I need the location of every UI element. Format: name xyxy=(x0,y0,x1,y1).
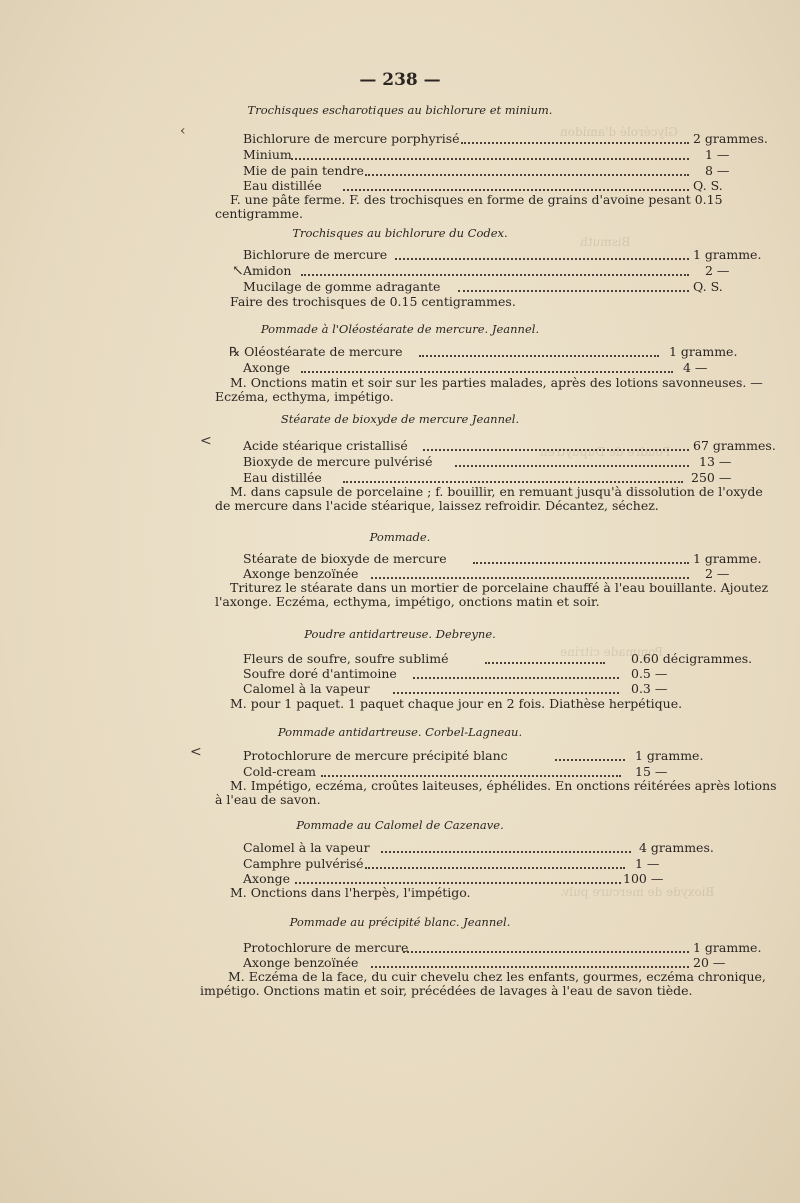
ingredient-row xyxy=(243,651,763,665)
ingredient-quantity: 4 grammes. xyxy=(639,840,714,855)
dot-leader xyxy=(403,949,689,953)
ingredient-quantity: 0.60 décigrammes. xyxy=(631,651,753,666)
section-title: Trochisques au bichlorure du Codex. xyxy=(292,226,508,240)
ingredient-name: Protochlorure de mercure xyxy=(243,940,409,955)
section-title: Poudre antidartreuse. Debreyne. xyxy=(304,627,496,641)
ingredient-row xyxy=(243,666,763,680)
ingredient-name: ℞ Oléostéarate de mercure xyxy=(229,344,403,359)
margin-mark: ‹ xyxy=(180,123,186,139)
dot-leader xyxy=(365,172,689,176)
dot-leader xyxy=(371,964,689,968)
section-title: Pommade antidartreuse. Corbel-Lagneau. xyxy=(277,725,523,739)
dot-leader xyxy=(555,757,625,761)
ingredient-quantity: 250 — xyxy=(691,470,732,485)
preparation-text: Triturez le stéarate dans un mortier de porcelaine chauffé à l'eau bouillante. Ajoutez l'axonge. Eczéma, ecthyma, impétigo, onctions matin et soir. xyxy=(215,580,769,609)
ingredient-row xyxy=(243,748,763,762)
ingredient-quantity: 8 — xyxy=(705,163,730,178)
bleed-through-text: Pommade citrine xyxy=(560,645,664,659)
ingredient-name: Axonge benzoïnée xyxy=(243,955,359,970)
ingredient-name: Mucilage de gomme adragante xyxy=(243,279,441,294)
ingredient-quantity: 13 — xyxy=(699,454,732,469)
ingredient-row xyxy=(243,840,763,854)
ingredient-name: Stéarate de bioxyde de mercure xyxy=(243,551,447,566)
ingredient-name: Calomel à la vapeur xyxy=(243,681,370,696)
dot-leader xyxy=(343,187,689,191)
dot-leader xyxy=(419,353,659,357)
ingredient-name: Axonge xyxy=(243,360,291,375)
ingredient-row xyxy=(243,566,763,580)
ingredient-quantity: 1 — xyxy=(635,856,660,871)
ingredient-row xyxy=(243,279,763,293)
ingredient-row xyxy=(243,131,768,146)
preparation-text: M. Onctions dans l'herpès, l'impétigo. xyxy=(230,885,471,900)
dot-leader xyxy=(413,675,619,679)
dot-leader xyxy=(371,575,689,579)
ingredient-name: Eau distillée xyxy=(243,178,322,193)
ingredient-row xyxy=(243,178,763,192)
preparation-text: M. pour 1 paquet. 1 paquet chaque jour en 2 fois. Diathèse herpétique. xyxy=(230,696,683,711)
ingredient-row xyxy=(243,438,776,453)
ingredient-row xyxy=(243,263,763,277)
section-title: Trochisques escharotiques au bichlorure et minium. xyxy=(247,103,553,117)
dot-leader xyxy=(295,880,621,884)
ingredient-name: Protochlorure de mercure précipité blanc xyxy=(243,748,508,763)
ingredient-quantity: 1 gramme. xyxy=(693,551,762,566)
dot-leader xyxy=(461,140,689,144)
section-title: Pommade au Calomel de Cazenave. xyxy=(296,818,504,832)
bleed-through-text: Bioxyde de mercure pulv. xyxy=(560,885,715,899)
ingredient-quantity: 1 gramme. xyxy=(693,247,762,262)
ingredient-quantity: 2 grammes. xyxy=(693,131,768,146)
ingredient-row xyxy=(243,163,763,177)
ingredient-row xyxy=(243,247,763,261)
ingredient-row xyxy=(243,871,763,885)
dot-leader xyxy=(473,560,689,564)
ingredient-name: Mie de pain tendre xyxy=(243,163,364,178)
ingredient-row xyxy=(243,681,763,695)
bleed-through-text: Poudre de Dupuytren xyxy=(540,445,671,459)
ingredient-quantity: 2 — xyxy=(705,263,730,278)
ingredient-quantity: 1 gramme. xyxy=(669,344,738,359)
ingredient-name: Axonge xyxy=(243,871,291,886)
ingredient-quantity: Q. S. xyxy=(693,279,723,294)
ingredient-row xyxy=(243,940,763,954)
dot-leader xyxy=(395,256,689,260)
ingredient-row xyxy=(243,360,763,374)
preparation-text: M. dans capsule de porcelaine ; f. bouillir, en remuant jusqu'à dissolution de l'oxyde de mercure dans l'acide stéarique, laissez refroidir. Décantez, séchez. xyxy=(215,484,763,513)
page-number: — 238 — xyxy=(359,70,441,90)
ingredient-quantity: 100 — xyxy=(623,871,664,886)
ingredient-quantity: 1 gramme. xyxy=(693,940,762,955)
ingredient-name: Camphre pulvérisé xyxy=(243,856,364,871)
section-title: Stéarate de bioxyde de mercure Jeannel. xyxy=(280,412,520,426)
preparation-text: M. Impétigo, eczéma, croûtes laiteuses, éphélides. En onctions réitérées après lotions à l'eau de savon. xyxy=(215,778,777,807)
ingredient-quantity: Q. S. xyxy=(693,178,723,193)
bleed-through-text: Bismuth xyxy=(580,235,631,249)
ingredient-name: Bichlorure de mercure porphyrisé xyxy=(243,131,460,146)
section-title: Pommade. xyxy=(369,530,431,544)
ingredient-name: Cold-cream xyxy=(243,764,316,779)
dot-leader xyxy=(301,272,689,276)
ingredient-name: Bioxyde de mercure pulvérisé xyxy=(243,454,433,469)
ingredient-quantity: 67 grammes. xyxy=(693,438,776,453)
ingredient-name: Bichlorure de mercure xyxy=(243,247,388,262)
dot-leader xyxy=(365,865,625,869)
dot-leader xyxy=(321,773,621,777)
ingredient-quantity: 1 gramme. xyxy=(635,748,704,763)
ingredient-quantity: 0.3 — xyxy=(631,681,668,696)
ingredient-row xyxy=(243,551,763,565)
preparation-text: M. Onctions matin et soir sur les parties malades, après des lotions savonneuses. — Eczéma, ecthyma, impétigo. xyxy=(215,375,763,404)
ingredient-quantity: 4 — xyxy=(683,360,708,375)
dot-leader xyxy=(458,288,689,292)
dot-leader xyxy=(343,479,683,483)
ingredient-name: Fleurs de soufre, soufre sublimé xyxy=(243,651,449,666)
margin-mark: < xyxy=(200,433,212,449)
ingredient-row xyxy=(243,856,763,870)
ingredient-quantity: 0.5 — xyxy=(631,666,668,681)
ingredient-name: Soufre doré d'antimoine xyxy=(243,666,397,681)
bleed-through-text: Glycérolé d'amidon xyxy=(560,125,678,139)
section-title: Pommade au précipité blanc. Jeannel. xyxy=(289,915,511,929)
dot-leader xyxy=(393,690,619,694)
ingredient-row xyxy=(243,454,763,468)
ingredient-quantity: 2 — xyxy=(705,566,730,581)
preparation-text: F. une pâte ferme. F. des trochisques en forme de grains d'avoine pesant 0.15 centigramme. xyxy=(215,192,723,221)
dot-leader xyxy=(301,369,673,373)
dot-leader xyxy=(423,447,689,451)
ingredient-row xyxy=(243,470,763,484)
ingredient-quantity: 1 — xyxy=(705,147,730,162)
preparation-text: Faire des trochisques de 0.15 centigrammes. xyxy=(230,294,516,309)
preparation-text: M. Eczéma de la face, du cuir chevelu chez les enfants, gourmes, eczéma chronique, impétigo. Onctions matin et soir, précédées de lavages à l'eau de savon tiède. xyxy=(200,969,766,998)
dot-leader xyxy=(485,660,605,664)
ingredient-row xyxy=(243,764,763,778)
ingredient-name: Calomel à la vapeur xyxy=(243,840,370,855)
ingredient-name: Eau distillée xyxy=(243,470,322,485)
ingredient-name: Amidon xyxy=(243,263,292,278)
section-title: Pommade à l'Oléostéarate de mercure. Jeannel. xyxy=(260,322,540,336)
dot-leader xyxy=(381,849,631,853)
dot-leader xyxy=(291,156,689,160)
margin-mark: < xyxy=(190,744,202,760)
ingredient-row xyxy=(243,147,763,161)
dot-leader xyxy=(455,463,689,467)
ingredient-name: Axonge benzoïnée xyxy=(243,566,359,581)
ingredient-quantity: 15 — xyxy=(635,764,668,779)
margin-mark: ↖ xyxy=(232,263,244,279)
ingredient-quantity: 20 — xyxy=(693,955,726,970)
ingredient-row xyxy=(243,955,763,969)
ingredient-name: Minium xyxy=(243,147,292,162)
ingredient-row xyxy=(229,344,749,358)
ingredient-name: Acide stéarique cristallisé xyxy=(243,438,408,453)
